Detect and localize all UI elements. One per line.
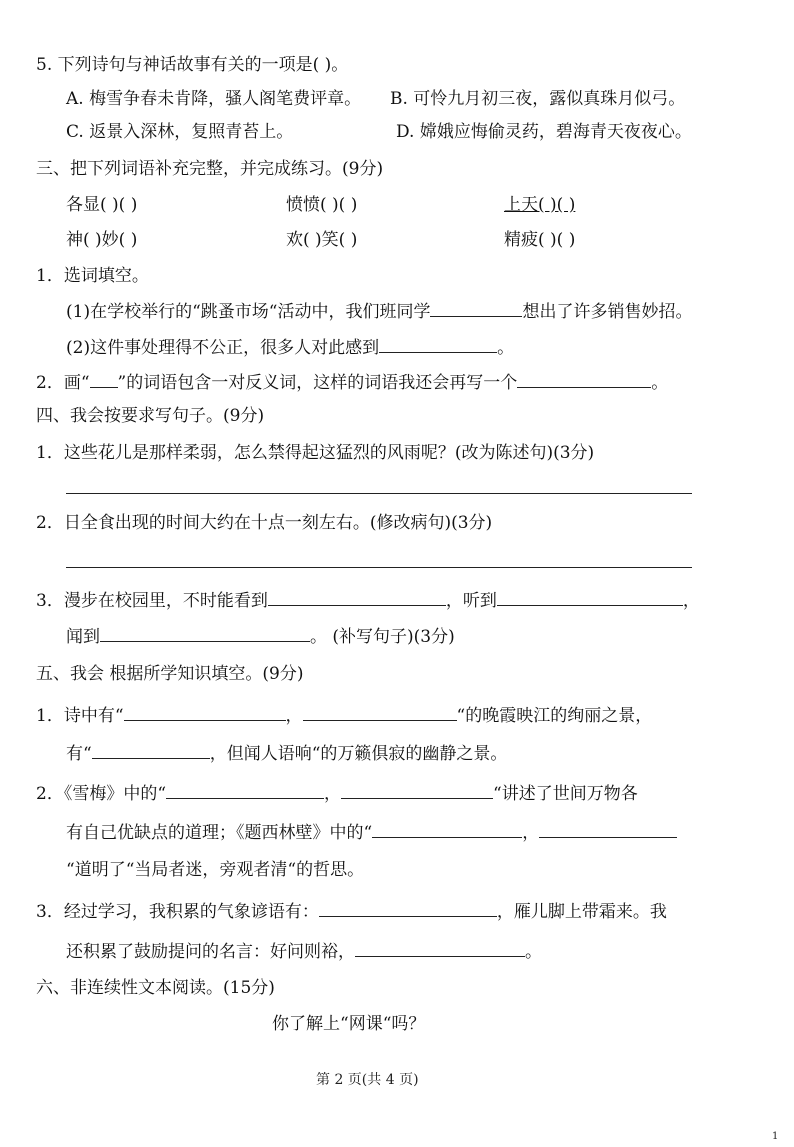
answer-blank[interactable] <box>379 338 497 353</box>
sec5-q3-text-b: ，雁儿脚上带霜来。我 <box>496 902 667 922</box>
sec3-q1-1-text-a: (1)在学校举行的“跳蚤市场“活动中，我们班同学 <box>66 302 431 322</box>
sec4-q1: 1．这些花儿是那样柔弱，怎么禁得起这猛烈的风雨呢？(改为陈述句)(3分) <box>36 443 595 463</box>
sec5-q1-line2 <box>66 744 507 763</box>
sec3-q2-text-a: 2．画“ <box>36 373 90 393</box>
answer-blank[interactable] <box>166 784 324 799</box>
sec4-q3-text-c: ， <box>682 591 700 611</box>
sec3-q1-1-text-b: 想出了许多销售妙招。 <box>522 302 693 322</box>
idiom-2: 愤愤( )( ) <box>286 195 358 215</box>
sec5-q2-text-e: ， <box>522 823 540 843</box>
sec5-q1-text-d: 有“ <box>66 744 92 764</box>
answer-blank[interactable] <box>497 591 683 606</box>
answer-blank[interactable] <box>303 706 457 721</box>
section-5-title: 五、我会 根据所学知识填空。(9分) <box>36 664 304 684</box>
sec5-q1-text-b: ， <box>285 706 303 726</box>
sec3-q2 <box>36 373 668 392</box>
answer-blank[interactable] <box>100 627 310 642</box>
corner-mark: 1 <box>772 1131 779 1142</box>
sec5-q1-text-c: “的晚霞映江的绚丽之景， <box>456 706 653 726</box>
sec5-q3-line2 <box>66 942 542 961</box>
sec4-q3-text-b: ，听到 <box>445 591 497 611</box>
idiom-6: 精疲( )( ) <box>504 230 576 250</box>
sec3-q1-2 <box>66 338 514 357</box>
sec3-q1-2-text-a: (2)这件事处理得不公正，很多人对此感到 <box>66 338 380 358</box>
sec3-q2-text-b: ”的词语包含一对反义词，这样的词语我还会再写一个 <box>117 373 518 393</box>
section-4-title: 四、我会按要求写句子。(9分) <box>36 406 265 426</box>
sec3-q1-2-text-b: 。 <box>497 338 515 358</box>
answer-blank[interactable] <box>124 706 286 721</box>
q5-option-a: A. 梅雪争春未肯降，骚人阁笔费评章。 <box>66 89 362 109</box>
sec5-q3-text-d: 。 <box>525 942 542 962</box>
sec5-q2-line1 <box>36 784 638 803</box>
sec3-q2-text-c: 。 <box>651 373 669 393</box>
q5-option-b: B. 可怜九月初三夜，露似真珠月似弓。 <box>390 89 686 109</box>
sec4-q3-text-e: 。 (补写句子)(3分) <box>310 627 455 647</box>
answer-blank[interactable] <box>372 823 522 838</box>
reading-title: 你了解上“网课“吗？ <box>272 1014 426 1034</box>
sec5-q3-line1 <box>36 902 667 921</box>
sec5-q2-line2 <box>66 823 677 842</box>
sec5-q2-text-a: 2．《雪梅》中的“ <box>36 784 167 804</box>
sec5-q2-text-b: ， <box>324 784 342 804</box>
answer-blank[interactable] <box>430 302 522 317</box>
answer-blank[interactable] <box>539 823 677 838</box>
sec4-q3-text-a: 3．漫步在校园里，不时能看到 <box>36 591 268 611</box>
sec5-q1-text-e: ，但闻人语响“的万籁俱寂的幽静之景。 <box>209 744 508 764</box>
answer-blank[interactable] <box>517 373 651 388</box>
sec5-q3-text-c: 还积累了鼓励提问的名言：好问则裕， <box>66 942 355 962</box>
sec5-q1-line1 <box>36 706 652 725</box>
sec4-q3-text-d: 闻到 <box>66 627 100 647</box>
answer-blank[interactable] <box>341 784 493 799</box>
q5-stem: 5. 下列诗句与神话故事有关的一项是( )。 <box>36 55 349 75</box>
idiom-5: 欢( )笑( ) <box>286 230 358 250</box>
idiom-4: 神( )妙( ) <box>66 230 138 250</box>
answer-line-1[interactable] <box>66 493 692 494</box>
sec5-q3-text-a: 3．经过学习，我积累的气象谚语有： <box>36 902 319 922</box>
answer-blank[interactable] <box>319 902 497 917</box>
sec5-q2-line3: “道明了“当局者迷，旁观者清“的哲思。 <box>66 860 365 880</box>
sec4-q3-line2 <box>66 627 455 646</box>
page-number: 第 2 页(共 4 页) <box>316 1072 419 1088</box>
sec5-q2-text-c: “讲述了世间万物各 <box>493 784 638 804</box>
sec5-q1-text-a: 1．诗中有“ <box>36 706 124 726</box>
idiom-1: 各显( )( ) <box>66 195 138 215</box>
section-6-title: 六、非连续性文本阅读。(15分) <box>36 978 275 998</box>
mark-blank <box>90 373 118 388</box>
answer-blank[interactable] <box>92 744 210 759</box>
sec3-q1-1 <box>66 302 692 321</box>
sec3-q1-title: 1．选词填空。 <box>36 266 149 286</box>
q5-option-c: C. 返景入深林，复照青苔上。 <box>66 122 294 142</box>
section-3-title: 三、把下列词语补充完整，并完成练习。(9分) <box>36 159 384 179</box>
idiom-3: 上天( )( ) <box>504 195 576 215</box>
sec4-q3-line1 <box>36 591 700 610</box>
answer-blank[interactable] <box>268 591 446 606</box>
sec5-q2-text-d: 有自己优缺点的道理；《题西林壁》中的“ <box>66 823 373 843</box>
sec4-q2: 2．日全食出现的时间大约在十点一刻左右。(修改病句)(3分) <box>36 513 493 533</box>
answer-line-2[interactable] <box>66 567 692 568</box>
q5-option-d: D. 嫦娥应悔偷灵药，碧海青天夜夜心。 <box>396 122 692 142</box>
answer-blank[interactable] <box>355 942 525 957</box>
